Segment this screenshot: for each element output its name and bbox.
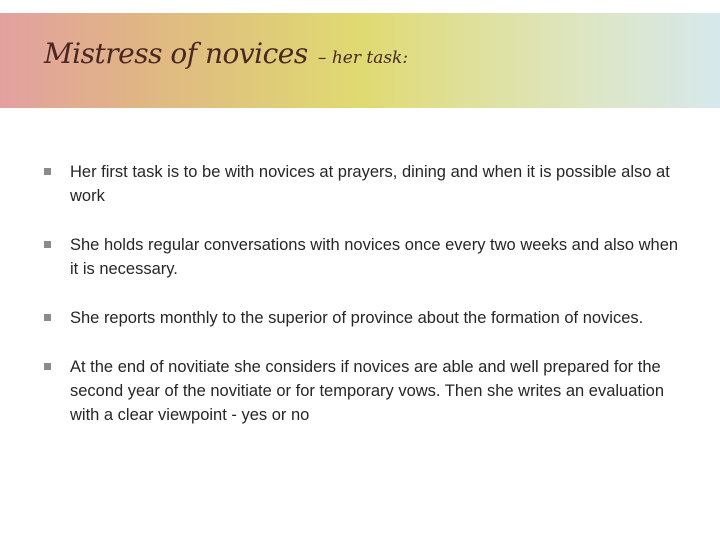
title-band	[0, 13, 720, 108]
square-bullet-icon	[44, 363, 51, 370]
square-bullet-icon	[44, 314, 51, 321]
slide-title-suffix: – her task:	[317, 48, 409, 68]
bullet-text: At the end of novitiate she considers if novices are able and well prepared for the second year of the novitiate or for temporary vows. Then she writes an evaluation with a clear viewpoint - yes or no	[70, 358, 665, 424]
square-bullet-icon	[44, 168, 51, 175]
bullet-item	[44, 160, 684, 208]
slide-title	[44, 33, 408, 71]
bullet-text: She reports monthly to the superior of province about the formation of novices.	[70, 309, 644, 327]
bullet-text: She holds regular conversations with novices once every two weeks and also when it is necessary.	[70, 236, 679, 278]
bullet-item	[44, 306, 684, 330]
slide-title-main: Mistress of novices	[44, 37, 308, 70]
bullet-item	[44, 355, 684, 427]
bullet-text: Her first task is to be with novices at prayers, dining and when it is possible also at work	[70, 163, 670, 205]
bullet-item	[44, 233, 684, 281]
bullet-list	[44, 160, 684, 452]
square-bullet-icon	[44, 241, 51, 248]
